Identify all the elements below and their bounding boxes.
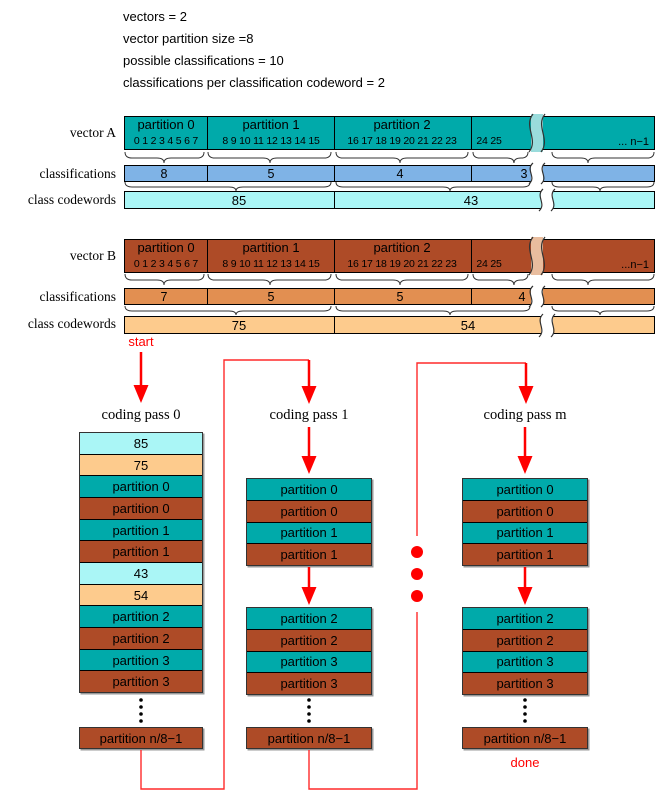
classification-value: 4 [518, 290, 526, 304]
index-group: 0 1 2 3 4 5 6 7 [133, 258, 199, 270]
index-group: 16 17 18 19 20 21 22 23 [347, 135, 457, 147]
divider [471, 288, 472, 305]
coding-pass-1-block-2 [246, 607, 372, 695]
coding-pass-m-label: coding pass m [483, 407, 567, 423]
tail-partition-cell: partition n/8−1 [246, 727, 372, 749]
flow-cell: partition 2 [247, 608, 371, 630]
flow-cell: partition 3 [463, 652, 587, 674]
partition-label: partition 2 [373, 117, 431, 132]
classifications-a-label: classifications [39, 166, 116, 181]
classification-value: 5 [267, 290, 275, 304]
index-group: 0 1 2 3 4 5 6 7 [133, 135, 199, 147]
flow-cell: 43 [80, 563, 202, 585]
done-label: done [510, 755, 540, 770]
flow-cell: partition 2 [80, 606, 202, 628]
parameter-list [123, 6, 385, 94]
vector-b-bar [124, 239, 655, 273]
vector-tail: ... n−1 [618, 136, 649, 148]
divider [334, 116, 335, 150]
flow-cell: partition 2 [463, 608, 587, 630]
classification-value: 8 [160, 167, 168, 181]
start-label: start [128, 334, 154, 349]
flow-cell: partition 3 [247, 673, 371, 694]
flow-cell: partition 1 [463, 544, 587, 565]
codeword-value: 54 [460, 318, 476, 333]
index-group: 8 9 10 11 12 13 14 15 [222, 135, 320, 147]
flow-cell: partition 3 [80, 671, 202, 692]
classifications-b-label: classifications [39, 289, 116, 304]
divider [471, 165, 472, 182]
vector-a-label: vector A [69, 125, 116, 140]
flow-cell: partition 2 [463, 630, 587, 652]
tail-partition-cell: partition n/8−1 [79, 727, 203, 749]
flow-cell: partition 1 [80, 541, 202, 563]
partition-label: partition 2 [373, 240, 431, 255]
class-codewords-a-label: class codewords [27, 192, 116, 207]
flow-cell: partition 3 [80, 650, 202, 672]
flow-cell: partition 1 [247, 544, 371, 565]
codeword-value: 43 [463, 193, 479, 208]
divider [207, 116, 208, 150]
coding-pass-1-block-1 [246, 478, 372, 566]
partition-label: partition 0 [137, 117, 195, 132]
coding-pass-0-label: coding pass 0 [101, 407, 181, 423]
codeword-value: 75 [231, 318, 247, 333]
flow-cell: partition 0 [247, 501, 371, 523]
vector-a-bar [124, 116, 655, 150]
partition-label: partition 1 [242, 117, 300, 132]
divider [334, 316, 335, 334]
class-codewords-b-bar [124, 316, 655, 334]
index-group: 16 17 18 19 20 21 22 23 [347, 258, 457, 270]
divider [207, 239, 208, 273]
coding-pass-m-block-1 [462, 478, 588, 566]
flow-cell: partition 0 [80, 476, 202, 498]
flow-cell: partition 1 [247, 523, 371, 545]
classification-value: 5 [267, 167, 275, 181]
flow-cell: 75 [80, 455, 202, 477]
flow-cell: partition 1 [80, 520, 202, 542]
classifications-a-bar [124, 165, 655, 182]
flow-cell: partition 0 [247, 479, 371, 501]
index-group: 24 25 [476, 135, 502, 147]
class-codewords-b-label: class codewords [27, 316, 116, 331]
flow-cell: partition 2 [80, 628, 202, 650]
coding-pass-0-column [79, 432, 203, 693]
divider [334, 288, 335, 305]
vector-tail: ...n−1 [621, 259, 649, 271]
vector-b-label: vector B [69, 248, 116, 263]
index-group: 8 9 10 11 12 13 14 15 [222, 258, 320, 270]
divider [471, 239, 472, 273]
tail-partition-cell: partition n/8−1 [462, 727, 588, 749]
flow-cell: partition 0 [463, 479, 587, 501]
class-codewords-a-bar [124, 191, 655, 209]
divider [207, 288, 208, 305]
codeword-value: 85 [231, 193, 247, 208]
flow-cell: partition 2 [247, 630, 371, 652]
param-line: vectors = 2 [123, 9, 187, 24]
partition-label: partition 1 [242, 240, 300, 255]
flow-cell: partition 0 [463, 501, 587, 523]
coding-pass-m-block-2 [462, 607, 588, 695]
classification-value: 5 [396, 290, 404, 304]
divider [334, 239, 335, 273]
classification-value: 3 [520, 167, 528, 181]
flow-cell: partition 1 [463, 523, 587, 545]
flow-cell: partition 3 [463, 673, 587, 694]
classifications-b-bar [124, 288, 655, 305]
param-line: vector partition size =8 [123, 31, 254, 46]
flow-cell: partition 0 [80, 498, 202, 520]
param-line: possible classifications = 10 [123, 53, 284, 68]
flow-cell: partition 3 [247, 652, 371, 674]
divider [471, 116, 472, 150]
divider [334, 165, 335, 182]
classification-value: 4 [396, 167, 404, 181]
flow-cell: 85 [80, 433, 202, 455]
partition-label: partition 0 [137, 240, 195, 255]
index-group: 24 25 [476, 258, 502, 270]
divider [334, 191, 335, 209]
flow-cell: 54 [80, 585, 202, 607]
classification-value: 7 [160, 290, 168, 304]
param-line: classifications per classification codeword = 2 [123, 75, 385, 90]
coding-pass-1-label: coding pass 1 [269, 407, 349, 423]
divider [207, 165, 208, 182]
